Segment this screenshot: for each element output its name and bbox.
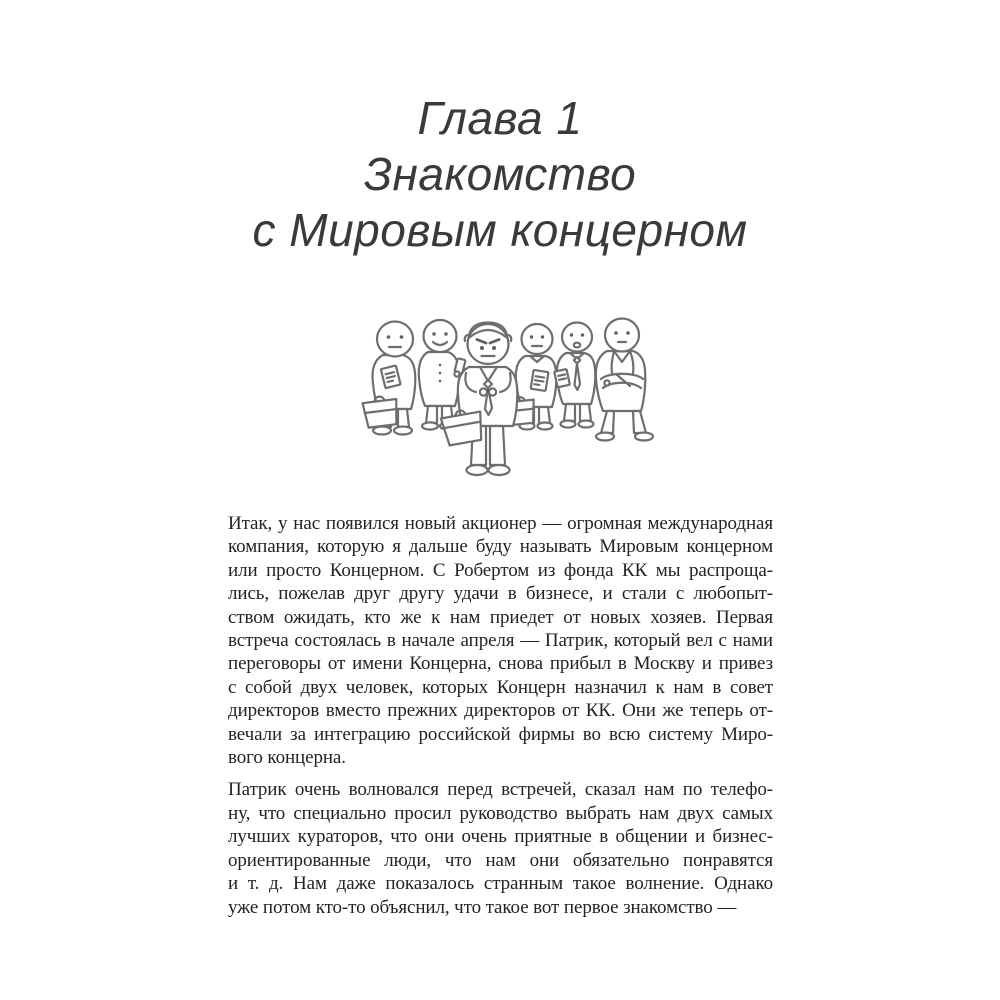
text-line: или просто Концерном. С Робертом из фонда КК мы распроща- — [228, 559, 773, 581]
businessman-2 — [419, 320, 466, 430]
text-line: ориентированные люди, что нам они обязательно понравятся — [228, 849, 773, 871]
six-businessmen-illustration — [350, 293, 680, 488]
text-line: лучших кураторов, что они очень приятные в общении и бизнес- — [228, 826, 773, 848]
text-line: с собой двух человек, которых Концерн назначил к нам в совет — [228, 676, 773, 698]
text-line: ством ожидать, кто же к нам приедет от новых хозяев. Первая — [228, 606, 773, 628]
chapter-title-line: с Мировым концерном — [252, 204, 748, 256]
chapter-title-line: Глава 1 — [417, 92, 583, 144]
businessman-6 — [596, 319, 653, 441]
text-line: встреча состоялась в начале апреля — Патрик, который вел с нами — [228, 630, 773, 652]
chapter-title — [0, 90, 1000, 258]
chapter-title-line: Знакомство — [363, 148, 637, 200]
text-line: лись, пожелав друг другу удачи в бизнесе, и стали с любопыт- — [228, 583, 773, 605]
businessman-1 — [362, 322, 415, 435]
text-line: вого концерна. — [228, 747, 346, 769]
article — [228, 512, 773, 919]
text-line: Патрик очень волновался перед встречей, сказал нам по телефо- — [228, 779, 773, 801]
text-line: Итак, у нас появился новый акционер — огромная международная — [228, 513, 773, 534]
text-line: ну, что специально просил руководство выбрать нам двух самых — [228, 802, 773, 824]
text-line: компания, которую я дальше буду называть Мировым концерном — [228, 536, 773, 558]
text-line: и т. д. Нам даже показалось странным такое волнение. Однако — [228, 873, 773, 895]
text-line: уже потом кто-то объяснил, что такое вот первое знакомство — — [228, 896, 737, 918]
text-line: директоров вместо прежних директоров от КК. Они же теперь от- — [228, 700, 773, 722]
businessmen-drawing — [350, 293, 680, 488]
businessman-5 — [554, 323, 595, 428]
text-line: вечали за интеграцию российской фирмы во всю систему Миро- — [228, 723, 773, 745]
paragraph — [228, 512, 773, 769]
paragraph — [228, 778, 773, 918]
text-line: переговоры от имени Концерна, снова прибыл в Москву и привез — [228, 653, 773, 675]
